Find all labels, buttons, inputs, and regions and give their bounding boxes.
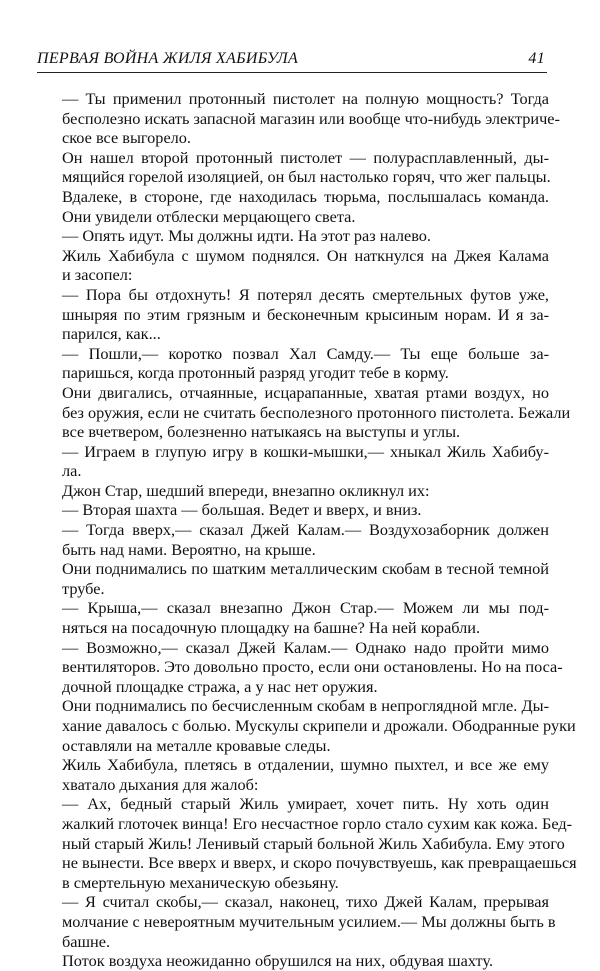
text-line: Жиль Хабибула с шумом поднялся. Он наткнулся на Джея Калама [62,245,549,265]
text-line: быть над нами. Вероятно, на крыше. [62,539,316,559]
running-head [37,48,547,73]
text-line: — Тогда вверх,— сказал Джей Калам.— Воздухозаборник должен [62,520,549,540]
text-line: няться на посадочную площадку на башне? На ней корабли. [62,618,481,638]
text-line: Они двигались, отчаянные, исцарапанные, хватая ртами воздух, но [62,382,549,402]
text-line: оставляли на металле кровавые следы. [62,735,331,755]
paragraph [38,637,563,697]
text-line: Жиль Хабибула, плетясь в отдалении, шумно пыхтел, и все же ему [62,755,549,775]
text-line: жалкий глоточек винца! Его несчастное горло стало сухим как кожа. Бед- [62,813,573,833]
text-line: — Играем в глупую игру в кошки-мышки,— хныкал Жиль Хабибу- [62,441,549,461]
text-line: — Я считал скобы,— сказал, наконец, тихо Джей Калам, прерывая [62,892,549,912]
text-line: ское все выгорело. [62,128,192,148]
paragraph [38,598,549,637]
paragraph [38,226,549,246]
paragraph [38,520,549,559]
text-line: — Вторая шахта — большая. Ведет и вверх, и вниз. [62,500,422,520]
text-line: в смертельную механическую обезьяну. [62,872,339,892]
text-line: без оружия, если не считать бесполезного протонного пистолета. Бежали [62,402,571,422]
text-line: трубе. [62,578,105,598]
paragraph [38,755,549,794]
text-line: Они поднимались по бесчисленным скобам в непроглядной мгле. Ды- [62,696,549,716]
paragraph [38,696,576,755]
paragraph [38,559,549,598]
text-line: и засопел: [62,265,133,285]
text-line: — Ах, бедный старый Жиль умирает, хочет пить. Ну хоть один [62,794,549,814]
paragraph [38,285,549,344]
body-text [38,89,577,971]
text-line: ла. [62,461,82,481]
text-line: Они увидели отблески мерцающего света. [62,206,356,226]
text-line: — Возможно,— сказал Джей Калам.— Однако надо пройти мимо [62,637,549,657]
paragraph [38,951,549,971]
text-line: Они поднимались по шатким металлическим скобам в тесной темной [62,559,549,579]
text-line: Вдалеке, в стороне, где находилась тюрьма, послышалась команда. [62,186,549,206]
running-head-title: ПЕРВАЯ ВОЙНА ЖИЛЯ ХАБИБУЛА [37,50,299,67]
text-line: бесполезно искать запасной магазин или вообще что-нибудь электриче- [62,108,560,128]
paragraph [38,892,556,951]
text-line: шныряя по этим грязным и бесконечным крысиным норам. И я за- [62,304,549,324]
text-line: парился, как... [62,324,161,344]
paragraph [38,500,549,520]
text-line: ный старый Жиль! Ленивый старый больной Жиль Хабибула. Ему этого [62,833,565,853]
text-line: — Пора бы отдохнуть! Я потерял десять смертельных футов уже, [62,284,549,304]
paragraph [38,148,549,187]
text-line: — Крыша,— сказал внезапно Джон Стар.— Можем ли мы под- [62,598,549,618]
text-line: Он нашел второй протонный пистолет — полурасплавленный, ды- [62,147,549,167]
paragraph [38,382,571,442]
text-line: башне. [62,931,111,951]
text-line: хание давалось с болью. Мускулы скрипели и дрожали. Ободранные руки [62,716,576,735]
text-line: дочной площадке стража, а у нас нет оружия. [62,676,378,696]
text-line: — Ты применил протонный пистолет на полную мощность? Тогда [62,89,549,108]
paragraph [38,187,549,226]
text-line: Джон Стар, шедший впереди, внезапно окликнул их: [62,480,430,500]
text-line: не вынести. Все вверх и вверх, и скоро почувствуешь, как превращаешься [62,853,577,873]
paragraph [38,481,549,501]
text-line: мящийся горелой изоляцией, он был настолько горяч, что жег пальцы. [62,167,551,187]
page-number: 41 [528,50,545,67]
text-line: Поток воздуха неожиданно обрушился на них, обдувая шахту. [62,951,494,971]
text-line: вентиляторов. Это довольно просто, если они остановлены. Но на поса- [62,657,563,677]
paragraph [38,89,560,148]
text-line: паришься, когда протонный разряд угодит тебе в корму. [62,363,449,383]
text-line: — Опять идут. Мы должны идти. На этот раз налево. [62,226,431,246]
paragraph [38,794,577,892]
text-line: — Пошли,— коротко позвал Хал Самду.— Ты еще больше за- [62,343,549,363]
paragraph [38,344,549,383]
paragraph [38,442,549,481]
text-line: хватало дыхания для жалоб: [62,774,259,794]
text-line: все вчетвером, болезненно натыкаясь на выступы и углы. [62,422,461,442]
paragraph [38,246,549,285]
text-line: молчание с невероятным мучительным усилием.— Мы должны быть в [62,911,556,931]
